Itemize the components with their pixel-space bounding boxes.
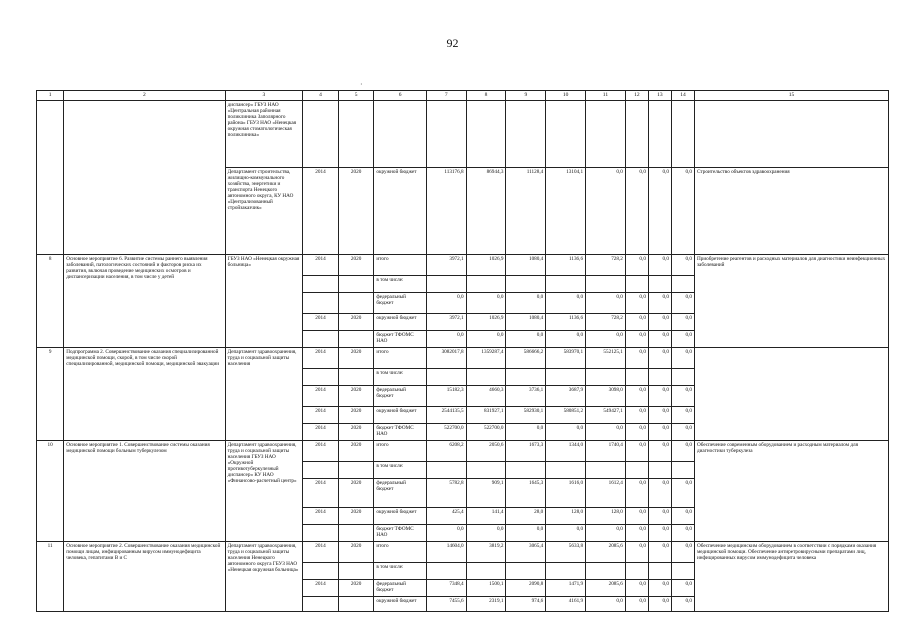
table-cell: 0,0 bbox=[671, 168, 694, 255]
table-cell: бюджет ТФОМС НАО bbox=[374, 525, 426, 542]
table-cell: Департамент здравоохранения, труда и социальной защиты населения Ненецкого автономного округа ГБУЗ НАО «Ненецкая окружная больница» bbox=[225, 542, 303, 612]
table-cell: 12 bbox=[625, 91, 648, 101]
table-cell bbox=[338, 101, 374, 168]
table-cell bbox=[37, 101, 64, 255]
table-cell bbox=[506, 462, 546, 479]
table-cell: 425,4 bbox=[426, 508, 466, 525]
table-cell: 0,0 bbox=[625, 348, 648, 369]
table-cell: федеральный бюджет bbox=[374, 580, 426, 597]
table-cell: Приобретение реагентов и расходных материалов для диагностики неинфекционных заболеваний bbox=[695, 255, 889, 348]
table-cell bbox=[506, 563, 546, 580]
table-cell: 5 bbox=[338, 91, 374, 101]
table-cell: бюджет ТФОМС НАО bbox=[374, 331, 426, 348]
table-cell: 1136,6 bbox=[546, 255, 586, 276]
scan-mark: · bbox=[360, 80, 363, 89]
table-cell: 2014 bbox=[303, 348, 339, 369]
table-cell: окружной бюджет bbox=[374, 407, 426, 424]
table-cell: 2020 bbox=[338, 479, 374, 508]
table-cell: 0,0 bbox=[466, 293, 506, 314]
table-cell bbox=[506, 369, 546, 386]
table-cell: Основное мероприятие 2. Совершенствование оказания медицинской помощи лицам, инфицированным вирусом иммунодефицита человека, гепатитами В и С bbox=[64, 542, 225, 612]
table-cell bbox=[64, 101, 225, 255]
table-cell: 5782,8 bbox=[426, 479, 466, 508]
table-cell: 4 bbox=[303, 91, 339, 101]
table-cell: 8 bbox=[466, 91, 506, 101]
table-cell bbox=[506, 101, 546, 168]
table-cell: Основное мероприятие 1. Совершенствование системы оказания медицинской помощи больным туберкулезом bbox=[64, 441, 225, 542]
table-cell: 0,0 bbox=[506, 424, 546, 441]
table-cell: 0,0 bbox=[671, 386, 694, 407]
table-cell bbox=[303, 525, 339, 542]
table-cell: 13 bbox=[648, 91, 671, 101]
table-cell bbox=[426, 462, 466, 479]
table-cell: 2020 bbox=[338, 314, 374, 331]
table-cell: 2020 bbox=[338, 424, 374, 441]
table-cell: 3098,0 bbox=[586, 386, 626, 407]
table-cell: 0,0 bbox=[586, 293, 626, 314]
table-cell: 0,0 bbox=[671, 424, 694, 441]
table-cell: 2014 bbox=[303, 255, 339, 276]
table-cell: 0,0 bbox=[625, 580, 648, 597]
table-cell bbox=[466, 369, 506, 386]
table-cell: 0,0 bbox=[648, 580, 671, 597]
table-cell: 0,0 bbox=[671, 441, 694, 462]
table-cell: 15182,3 bbox=[426, 386, 466, 407]
table-cell: 5633,8 bbox=[546, 542, 586, 563]
header-row bbox=[37, 91, 889, 101]
table-cell: 0,0 bbox=[426, 331, 466, 348]
table-cell: 2020 bbox=[338, 348, 374, 369]
table-cell: 3687,9 bbox=[546, 386, 586, 407]
table-cell: 0,0 bbox=[506, 293, 546, 314]
table-cell: 0,0 bbox=[546, 424, 586, 441]
table-cell: 4660,3 bbox=[466, 386, 506, 407]
table-cell: 3819,2 bbox=[466, 542, 506, 563]
table-cell bbox=[426, 369, 466, 386]
table-cell: 1 bbox=[37, 91, 64, 101]
table-cell: 8 bbox=[37, 255, 64, 348]
table-cell: 0,0 bbox=[586, 525, 626, 542]
table-cell: 0,0 bbox=[546, 293, 586, 314]
table-cell: 0,0 bbox=[506, 525, 546, 542]
table-cell: 0,0 bbox=[671, 314, 694, 331]
table-cell: 1645,3 bbox=[506, 479, 546, 508]
table-cell: 0,0 bbox=[625, 508, 648, 525]
table-cell: 2014 bbox=[303, 508, 339, 525]
table-cell: 522700,0 bbox=[426, 424, 466, 441]
table-cell: окружной бюджет bbox=[374, 597, 426, 612]
table-cell: 14604,0 bbox=[426, 542, 466, 563]
table-cell bbox=[303, 462, 339, 479]
table-cell: 113176,8 bbox=[426, 168, 466, 255]
table-cell bbox=[466, 462, 506, 479]
table-cell: 86944,3 bbox=[466, 168, 506, 255]
table-cell bbox=[546, 369, 586, 386]
table-cell: 1026,9 bbox=[466, 314, 506, 331]
table-cell: 549427,1 bbox=[586, 407, 626, 424]
table-cell: Подпрограмма 2. Совершенствование оказания специализированной медицинской помощи, скорой, в том числе скорой специализированной, медицинской помощи, медицинской эвакуации bbox=[64, 348, 225, 441]
table-cell: 11 bbox=[37, 542, 64, 612]
table-cell: 3972,1 bbox=[426, 314, 466, 331]
table-cell: 0,0 bbox=[671, 293, 694, 314]
table-cell: 0,0 bbox=[648, 479, 671, 508]
table-cell: 1740,4 bbox=[586, 441, 626, 462]
table-cell: 0,0 bbox=[648, 441, 671, 462]
table-row bbox=[37, 101, 889, 168]
table-cell: Основное мероприятие 6. Развитие системы раннего выявления заболеваний, патологических состояний и факторов риска их развития, включая проведение медицинских осмотров и диспансеризации населения, в том числе у детей bbox=[64, 255, 225, 348]
table-cell bbox=[338, 331, 374, 348]
table-cell: в том числе: bbox=[374, 462, 426, 479]
table-cell: 1080,4 bbox=[506, 314, 546, 331]
table-cell bbox=[303, 563, 339, 580]
table-cell: 128,0 bbox=[546, 508, 586, 525]
table-cell: 0,0 bbox=[466, 525, 506, 542]
table-cell: Строительство объектов здравоохранения bbox=[695, 168, 889, 255]
table-cell: 7348,4 bbox=[426, 580, 466, 597]
table-cell: 0,0 bbox=[648, 597, 671, 612]
table-cell: 0,0 bbox=[671, 479, 694, 508]
table-row bbox=[37, 348, 889, 369]
table-cell: 2014 bbox=[303, 314, 339, 331]
table-cell: ГБУЗ НАО «Ненецкая окружная больница» bbox=[225, 255, 303, 348]
table-cell: 3972,1 bbox=[426, 255, 466, 276]
table-cell: 13104,1 bbox=[546, 168, 586, 255]
table-cell: 4161,9 bbox=[546, 597, 586, 612]
table-cell: 522700,0 bbox=[466, 424, 506, 441]
table-cell: 2020 bbox=[338, 441, 374, 462]
table-cell: 0,0 bbox=[671, 542, 694, 563]
table-cell: итого bbox=[374, 542, 426, 563]
table-cell: 9 bbox=[37, 348, 64, 441]
table-cell bbox=[338, 563, 374, 580]
table-cell: 0,0 bbox=[648, 255, 671, 276]
table-cell: 586666,2 bbox=[506, 348, 546, 369]
table-cell bbox=[648, 369, 671, 386]
table-cell: в том числе: bbox=[374, 563, 426, 580]
table-cell bbox=[586, 563, 626, 580]
table-cell bbox=[648, 276, 671, 293]
table-cell bbox=[426, 276, 466, 293]
table-cell bbox=[625, 276, 648, 293]
table-cell: 2020 bbox=[338, 255, 374, 276]
program-table bbox=[36, 90, 889, 612]
table-cell: окружной бюджет bbox=[374, 314, 426, 331]
table-cell: 3065,4 bbox=[506, 542, 546, 563]
table-cell bbox=[625, 369, 648, 386]
table-cell: 2014 bbox=[303, 424, 339, 441]
table-cell: 0,0 bbox=[426, 525, 466, 542]
table-cell: 0,0 bbox=[625, 386, 648, 407]
table-cell: 0,0 bbox=[648, 386, 671, 407]
table-cell: федеральный бюджет bbox=[374, 479, 426, 508]
table-cell bbox=[303, 293, 339, 314]
table-cell bbox=[546, 276, 586, 293]
table-cell: 1026,9 bbox=[466, 255, 506, 276]
table-cell: 9 bbox=[506, 91, 546, 101]
table-cell: 2050,6 bbox=[466, 441, 506, 462]
table-cell: 2020 bbox=[338, 580, 374, 597]
table-cell: 28,0 bbox=[506, 508, 546, 525]
table-cell: 3 bbox=[225, 91, 303, 101]
table-cell: 728,2 bbox=[586, 314, 626, 331]
table-cell: 0,0 bbox=[625, 441, 648, 462]
table-cell bbox=[695, 101, 889, 168]
table-cell bbox=[338, 276, 374, 293]
table-cell bbox=[338, 293, 374, 314]
table-cell: 0,0 bbox=[671, 331, 694, 348]
table-cell: в том числе: bbox=[374, 369, 426, 386]
table-cell: 2085,6 bbox=[586, 542, 626, 563]
table-cell bbox=[695, 348, 889, 441]
table-cell: 580851,2 bbox=[546, 407, 586, 424]
table-cell bbox=[625, 462, 648, 479]
table-cell: 0,0 bbox=[625, 424, 648, 441]
table-cell bbox=[586, 462, 626, 479]
table-cell bbox=[506, 276, 546, 293]
table-cell: 2020 bbox=[338, 407, 374, 424]
table-row bbox=[37, 255, 889, 276]
table-cell bbox=[546, 563, 586, 580]
table-cell: 2 bbox=[64, 91, 225, 101]
table-cell: 0,0 bbox=[648, 525, 671, 542]
table-cell: 0,0 bbox=[625, 525, 648, 542]
table-cell: 2014 bbox=[303, 580, 339, 597]
table-cell bbox=[546, 462, 586, 479]
table-cell: 1612,4 bbox=[586, 479, 626, 508]
table-cell: 0,0 bbox=[671, 597, 694, 612]
table-cell: 0,0 bbox=[625, 293, 648, 314]
table-cell: 0,0 bbox=[546, 331, 586, 348]
table-cell: 582930,1 bbox=[506, 407, 546, 424]
table-cell: 0,0 bbox=[625, 255, 648, 276]
table-cell bbox=[648, 101, 671, 168]
table-cell: 2090,8 bbox=[506, 580, 546, 597]
table-cell: федеральный бюджет bbox=[374, 386, 426, 407]
table-cell: 6 bbox=[374, 91, 426, 101]
table-cell bbox=[586, 369, 626, 386]
table-cell: 1673,3 bbox=[506, 441, 546, 462]
table-cell: 10 bbox=[37, 441, 64, 542]
table-cell bbox=[338, 369, 374, 386]
table-cell: 0,0 bbox=[671, 348, 694, 369]
table-cell: окружной бюджет bbox=[374, 508, 426, 525]
table-cell: 0,0 bbox=[625, 597, 648, 612]
table-cell: 0,0 bbox=[671, 525, 694, 542]
table-cell: 2014 bbox=[303, 168, 339, 255]
table-cell: Департамент здравоохранения, труда и социальной защиты населения ГБУЗ НАО «Окружной противотуберкулезный диспансер» КУ НАО «Финансово-расчетный центр» bbox=[225, 441, 303, 542]
table-cell: 831927,1 bbox=[466, 407, 506, 424]
table-cell: 0,0 bbox=[648, 424, 671, 441]
table-cell bbox=[374, 101, 426, 168]
table-cell bbox=[338, 525, 374, 542]
table-cell: 552125,1 bbox=[586, 348, 626, 369]
table-cell: 1471,9 bbox=[546, 580, 586, 597]
table-cell: 1344,0 bbox=[546, 441, 586, 462]
table-cell: 0,0 bbox=[586, 168, 626, 255]
table-cell bbox=[338, 462, 374, 479]
table-cell: 1136,6 bbox=[546, 314, 586, 331]
table-cell bbox=[625, 563, 648, 580]
table-cell: 6208,2 bbox=[426, 441, 466, 462]
page-number: 92 bbox=[446, 36, 459, 50]
table-cell bbox=[671, 276, 694, 293]
table-cell: 0,0 bbox=[426, 293, 466, 314]
table-cell: Обеспечение современным оборудованием и расходным материалом для диагностики туберкулеза bbox=[695, 441, 889, 542]
table-cell: 7455,6 bbox=[426, 597, 466, 612]
table-cell: 0,0 bbox=[671, 580, 694, 597]
table-cell: 0,0 bbox=[625, 314, 648, 331]
table-cell: 0,0 bbox=[625, 479, 648, 508]
table-cell bbox=[338, 597, 374, 612]
table-cell: 1359287,4 bbox=[466, 348, 506, 369]
table-cell: 1500,1 bbox=[466, 580, 506, 597]
table-cell: 0,0 bbox=[625, 407, 648, 424]
table-cell bbox=[303, 276, 339, 293]
table-cell: 0,0 bbox=[648, 542, 671, 563]
table-cell: 1080,4 bbox=[506, 255, 546, 276]
table-cell: в том числе: bbox=[374, 276, 426, 293]
table-row bbox=[37, 441, 889, 462]
table-cell: 1616,0 bbox=[546, 479, 586, 508]
table-cell: 0,0 bbox=[648, 407, 671, 424]
table-cell: 0,0 bbox=[625, 168, 648, 255]
table-cell: окружной бюджет bbox=[374, 168, 426, 255]
table-cell: 0,0 bbox=[546, 525, 586, 542]
table-cell bbox=[671, 369, 694, 386]
table-cell bbox=[671, 563, 694, 580]
table-cell: 728,2 bbox=[586, 255, 626, 276]
table-cell: Обеспечение медицинским оборудованием в соответствии с порядками оказания медицинской помощи. Обеспечение антиретровирусными препаратами лиц, инфицированных вирусом иммунодефицита человека bbox=[695, 542, 889, 612]
table-cell: 0,0 bbox=[648, 508, 671, 525]
table-cell: 909,1 bbox=[466, 479, 506, 508]
table-cell bbox=[546, 101, 586, 168]
table-cell: 2020 bbox=[338, 168, 374, 255]
table-cell: 2014 bbox=[303, 479, 339, 508]
table-cell: 11128,4 bbox=[506, 168, 546, 255]
table-cell: 0,0 bbox=[648, 348, 671, 369]
table-cell: 0,0 bbox=[648, 293, 671, 314]
table-cell: Департамент здравоохранения, труда и социальной защиты населения bbox=[225, 348, 303, 441]
table-cell: итого bbox=[374, 348, 426, 369]
table-cell: 3082017,8 bbox=[426, 348, 466, 369]
table-cell: 2319,1 bbox=[466, 597, 506, 612]
table-cell bbox=[303, 369, 339, 386]
table-cell: 0,0 bbox=[586, 597, 626, 612]
table-cell: 3736,1 bbox=[506, 386, 546, 407]
table-cell bbox=[586, 101, 626, 168]
table-cell bbox=[466, 101, 506, 168]
table-cell: Департамент строительства, жилищно-коммунального хозяйства, энергетики и транспорта Ненецкого автономного округа, КУ НАО «Централизованный стройзаказчик» bbox=[225, 168, 303, 255]
table-cell bbox=[426, 563, 466, 580]
table-cell: итого bbox=[374, 255, 426, 276]
table-cell: 2014 bbox=[303, 407, 339, 424]
table-cell: 0,0 bbox=[671, 255, 694, 276]
table-cell bbox=[303, 597, 339, 612]
table-cell: 2020 bbox=[338, 508, 374, 525]
table-cell: итого bbox=[374, 441, 426, 462]
table-cell bbox=[625, 101, 648, 168]
table-cell: 0,0 bbox=[671, 407, 694, 424]
table-cell bbox=[586, 276, 626, 293]
table-cell: 0,0 bbox=[625, 331, 648, 348]
table-cell bbox=[466, 276, 506, 293]
table-cell: 0,0 bbox=[586, 424, 626, 441]
table-cell: 14 bbox=[671, 91, 694, 101]
table-cell bbox=[671, 462, 694, 479]
table-cell bbox=[648, 462, 671, 479]
table-cell: 0,0 bbox=[506, 331, 546, 348]
table-cell bbox=[303, 331, 339, 348]
table-cell: бюджет ТФОМС НАО bbox=[374, 424, 426, 441]
table-cell bbox=[426, 101, 466, 168]
table-cell bbox=[303, 101, 339, 168]
table-cell: федеральный бюджет bbox=[374, 293, 426, 314]
table-row bbox=[37, 542, 889, 563]
table-cell: 0,0 bbox=[648, 314, 671, 331]
table-cell bbox=[466, 563, 506, 580]
table-cell: 128,0 bbox=[586, 508, 626, 525]
table-cell: 15 bbox=[695, 91, 889, 101]
table-cell: 583970,1 bbox=[546, 348, 586, 369]
table-cell: 0,0 bbox=[671, 508, 694, 525]
table-cell: диспансер» ГБУЗ НАО «Центральная районная поликлиника Заполярного района» ГБУЗ НАО «Ненецкая окружная стоматологическая поликлиника» bbox=[225, 101, 303, 168]
table-cell: 974,6 bbox=[506, 597, 546, 612]
table-cell: 2020 bbox=[338, 386, 374, 407]
table-cell: 2544135,5 bbox=[426, 407, 466, 424]
table-cell: 0,0 bbox=[648, 168, 671, 255]
table-cell: 141,4 bbox=[466, 508, 506, 525]
table-cell: 2014 bbox=[303, 542, 339, 563]
table-cell: 2020 bbox=[338, 542, 374, 563]
table-cell: 2014 bbox=[303, 386, 339, 407]
table-cell: 0,0 bbox=[625, 542, 648, 563]
table-cell bbox=[671, 101, 694, 168]
table-cell: 10 bbox=[546, 91, 586, 101]
table-cell: 11 bbox=[586, 91, 626, 101]
table-cell: 0,0 bbox=[586, 331, 626, 348]
table-cell: 2085,6 bbox=[586, 580, 626, 597]
table-cell: 7 bbox=[426, 91, 466, 101]
table-cell: 2014 bbox=[303, 441, 339, 462]
table-cell: 0,0 bbox=[466, 331, 506, 348]
table-cell: 0,0 bbox=[648, 331, 671, 348]
table-cell bbox=[648, 563, 671, 580]
